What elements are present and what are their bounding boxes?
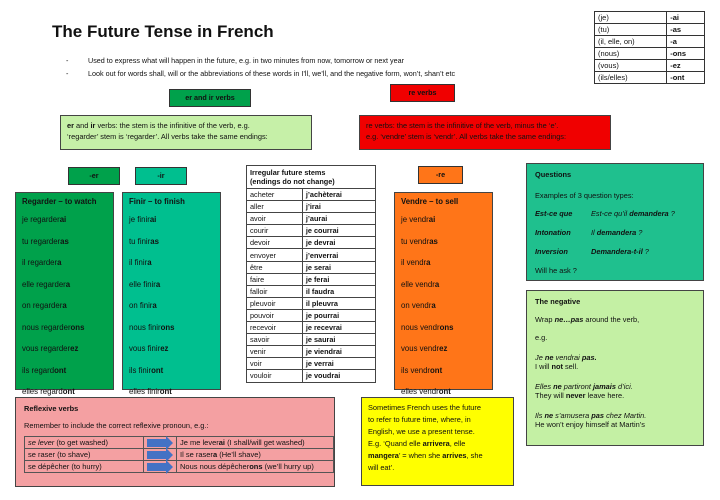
reflexive-verb-cell: [25, 461, 144, 473]
irregular-heading-line: Irregular future stems: [250, 168, 326, 177]
question-example-pre: Est-ce qu’il: [591, 209, 630, 218]
conjugation-stem: il vendr: [401, 258, 427, 267]
conjugation-stem: je vendr: [401, 215, 429, 224]
text-run: He won’t enjoy himself at Martin’s: [535, 420, 645, 429]
endings-row: [595, 12, 705, 24]
result-post: (we’ll hurry up): [262, 462, 314, 471]
question-example-post: ?: [642, 247, 649, 256]
text-run: pas: [591, 411, 605, 420]
conjugation-ending: a: [426, 258, 431, 267]
reflexive-result-cell: [177, 449, 334, 461]
reflexive-heading: Reflexive verbs: [24, 404, 79, 413]
text-run: chez Martin.: [604, 411, 647, 420]
question-example-verb: demandera: [629, 209, 669, 218]
conjugation-row: [401, 237, 486, 259]
ending-cell: -ons: [667, 48, 705, 60]
result-ending: a: [212, 450, 218, 459]
irregular-form: je recevrai: [302, 322, 375, 334]
text-run: arrives: [442, 451, 467, 460]
desc-line: ‘regarder’ stem is ‘regarder’. All verbs take the same endings:: [67, 132, 268, 141]
conjugation-stem: ils finir: [129, 365, 152, 375]
irregular-row: [247, 261, 375, 273]
question-type-row: [535, 209, 695, 218]
reflexive-result-cell: [177, 437, 334, 449]
irregular-form: je verrai: [302, 358, 375, 370]
conjugation-ending: a: [57, 258, 62, 267]
conjugation-stem: elle regarder: [22, 279, 66, 289]
irregular-verb: recevoir: [247, 322, 302, 334]
irregular-row: [247, 346, 375, 358]
conjugation-row: [22, 301, 107, 323]
text-run: arrivera: [422, 439, 450, 448]
tab-er: -er: [68, 167, 120, 185]
bullet-1: [66, 56, 404, 65]
note-line: [368, 402, 507, 414]
text-run: Elles: [535, 382, 554, 391]
conjugation-ending: as: [60, 236, 69, 246]
negative-french: [535, 382, 695, 391]
text-run: sell.: [562, 362, 579, 371]
reflexive-panel: [15, 397, 335, 487]
arrow-cell: [144, 461, 177, 473]
arrow-cell: [144, 437, 177, 449]
text-run: E.g. ‘Quand elle: [368, 439, 423, 448]
conjugation-row: [401, 258, 486, 280]
conjugation-row: [22, 215, 107, 237]
irregular-verb: voir: [247, 358, 302, 370]
pronoun-cell: (je): [595, 12, 667, 24]
question-example-verb: demandera: [596, 228, 637, 237]
re-description: [359, 115, 611, 150]
text-run: ’ = when she: [398, 451, 443, 460]
conjugation-ending: ons: [70, 322, 85, 332]
conjugation-stem: il regarder: [22, 258, 58, 267]
conjugation-row: [129, 323, 214, 345]
finir-column: [122, 192, 221, 396]
conjugation-row: [401, 301, 486, 323]
irregular-row: [247, 370, 375, 382]
irregular-verb: venir: [247, 346, 302, 358]
conjugation-row: [22, 323, 107, 345]
arrow-right-icon: [147, 463, 167, 471]
irregular-row: [247, 334, 375, 346]
text-run: Sometimes French uses the future: [368, 403, 481, 412]
irregular-row: [247, 237, 375, 249]
conjugation-stem: elles vendr: [401, 387, 439, 396]
conjugation-stem: tu finir: [129, 236, 151, 246]
reflexive-table: [24, 436, 334, 473]
question-type-row: [535, 247, 695, 256]
negative-english: [535, 362, 695, 371]
questions-intro: Examples of 3 question types:: [535, 191, 634, 200]
desc-line: re verbs: the stem is the infinitive of the verb, minus the ‘e’.: [366, 121, 559, 130]
conjugation-stem: nous regarder: [22, 322, 71, 332]
column-heading: Regarder – to watch: [22, 197, 97, 206]
bullet-dash: -: [66, 69, 69, 78]
ending-cell: -ez: [667, 60, 705, 72]
irregular-verb: pouvoir: [247, 309, 302, 321]
desc-bold-ir: ir: [90, 121, 96, 130]
irregular-verb: falloir: [247, 285, 302, 297]
arrow-cell: [144, 449, 177, 461]
endings-row: [595, 48, 705, 60]
arrow-right-icon: [147, 439, 167, 447]
er-ir-verbs-label: er and ir verbs: [169, 89, 251, 107]
negative-panel: [526, 290, 704, 446]
negative-eg: e.g.: [535, 333, 548, 342]
reflexive-verb: se lever: [28, 438, 55, 447]
endings-row: [595, 72, 705, 84]
text-run: mangera: [368, 451, 399, 460]
conjugation-stem: vous vendr: [401, 344, 440, 353]
irregular-verb: courir: [247, 225, 302, 237]
text-run: s’amusera: [553, 411, 592, 420]
wrap-bold: ne…pas: [554, 315, 584, 324]
irregular-row: [247, 273, 375, 285]
irregular-stems-table: [246, 165, 376, 383]
pronoun-cell: (ils/elles): [595, 72, 667, 84]
conjugation-ending: a: [65, 279, 71, 289]
result-ending: ai: [218, 438, 226, 447]
conjugation-row: [22, 366, 107, 388]
bullet-2: [66, 69, 455, 78]
conjugation-row: [129, 258, 214, 280]
text-run: I will: [535, 362, 552, 371]
page-title: The Future Tense in French: [52, 22, 274, 41]
irregular-row: [247, 285, 375, 297]
note-line: [368, 426, 507, 438]
desc-line: er and ir verbs: the stem is the infinitive of the verb, e.g.: [67, 121, 250, 130]
irregular-form: je saurai: [302, 334, 375, 346]
irregular-form: je voudrai: [302, 370, 375, 382]
negative-heading: The negative: [535, 297, 581, 306]
arrow-right-icon: [147, 451, 167, 459]
conjugation-ending: ai: [149, 215, 157, 224]
irregular-verb: avoir: [247, 213, 302, 225]
text-run: They will: [535, 391, 566, 400]
text-run: never: [565, 391, 586, 400]
conjugation-stem: tu regarder: [22, 236, 61, 246]
irregular-row: [247, 225, 375, 237]
conjugation-stem: on finir: [129, 301, 153, 310]
conjugation-row: [129, 215, 214, 237]
desc-text: verbs: the stem is the infinitive of the verb, e.g.: [95, 121, 250, 130]
conjugation-ending: ai: [59, 215, 67, 224]
tab-re: -re: [418, 166, 463, 184]
conjugation-ending: a: [431, 301, 436, 310]
conjugation-ending: ont: [54, 365, 67, 375]
conjugation-stem: on regarder: [22, 301, 63, 310]
conjugation-row: [22, 237, 107, 259]
pronoun-cell: (nous): [595, 48, 667, 60]
reflexive-row: [25, 437, 334, 449]
conjugation-ending: ons: [439, 322, 454, 332]
text-run: English, we use a present tense.: [368, 427, 475, 436]
conjugation-stem: on vendr: [401, 301, 432, 310]
pronoun-cell: (vous): [595, 60, 667, 72]
conjugation-ending: ai: [428, 215, 436, 224]
endings-row: [595, 60, 705, 72]
text-run: vendrai: [553, 353, 582, 362]
text-run: Je: [535, 353, 545, 362]
ending-cell: -ont: [667, 72, 705, 84]
text-run: , elle: [449, 439, 466, 448]
questions-heading: Questions: [535, 170, 572, 179]
note-line: [368, 462, 507, 474]
irregular-form: il pleuvra: [302, 297, 375, 309]
ending-cell: -a: [667, 36, 705, 48]
pronoun-cell: (il, elle, on): [595, 36, 667, 48]
conjugation-row: [129, 280, 214, 302]
irregular-verb: savoir: [247, 334, 302, 346]
conjugation-stem: elles regard: [22, 387, 63, 396]
irregular-row: [247, 297, 375, 309]
questions-panel: [526, 163, 704, 281]
column-heading: Finir – to finish: [129, 197, 185, 206]
text-run: will eat’.: [368, 463, 395, 472]
bullet-dash: -: [66, 56, 69, 65]
conjugation-stem: tu vendr: [401, 236, 430, 246]
result-pre: Il se raser: [180, 450, 213, 459]
text-run: ne: [544, 353, 554, 362]
conjugation-ending: ont: [62, 387, 75, 396]
irregular-form: je serai: [302, 261, 375, 273]
conjugation-stem: il finir: [129, 258, 148, 267]
conjugation-stem: elles finir: [129, 387, 160, 396]
conjugation-stem: vous regarder: [22, 344, 71, 353]
irregular-form: il faudra: [302, 285, 375, 297]
text-run: not: [551, 362, 563, 371]
question-type-row: [535, 228, 695, 237]
question-example-verb: Demandera-t-il: [591, 247, 643, 256]
conjugation-ending: ont: [159, 387, 172, 396]
text-run: ne: [553, 382, 562, 391]
question-example-pre: Il: [591, 228, 597, 237]
tab-ir: -ir: [135, 167, 187, 185]
present-future-note: [361, 397, 514, 486]
conjugation-stem: nous vendr: [401, 322, 440, 332]
irregular-row: [247, 249, 375, 261]
reflexive-gloss: (to shave): [55, 450, 91, 459]
conjugation-row: [129, 301, 214, 323]
desc-line: e.g. ‘vendre’ stem is ‘vendr’. All verbs take the same endings:: [366, 132, 567, 141]
text-run: leave here.: [585, 391, 625, 400]
endings-row: [595, 36, 705, 48]
conjugation-row: [401, 215, 486, 237]
conjugation-ending: ez: [439, 344, 448, 353]
conjugation-row: [129, 344, 214, 366]
irregular-heading: [247, 166, 375, 188]
conjugation-row: [22, 280, 107, 302]
irregular-heading-line: (endings do not change): [250, 177, 335, 186]
conjugation-ending: ont: [438, 387, 451, 396]
irregular-verb: devoir: [247, 237, 302, 249]
conjugation-stem: elle vendr: [401, 279, 435, 289]
reflexive-row: [25, 461, 334, 473]
conjugation-ending: ez: [70, 344, 79, 353]
negative-english: [535, 420, 695, 429]
conjugation-row: [401, 280, 486, 302]
irregular-verb: envoyer: [247, 249, 302, 261]
irregular-form: je viendrai: [302, 346, 375, 358]
text-run: to refer to future time, where, in: [368, 415, 471, 424]
irregular-verb: acheter: [247, 189, 302, 201]
reflexive-result-cell: [177, 461, 334, 473]
question-type: Est-ce que: [535, 209, 573, 218]
conjugation-stem: elle finir: [129, 279, 156, 289]
result-ending: ons: [249, 462, 263, 471]
text-run: , she: [466, 451, 483, 460]
will-he-ask: Will he ask ?: [535, 266, 577, 275]
text-run: partiront: [561, 382, 593, 391]
irregular-form: j’achèterai: [302, 189, 375, 201]
text-run: jamais: [592, 382, 616, 391]
conjugation-row: [129, 366, 214, 388]
text-run: d’ici.: [615, 382, 633, 391]
conjugation-ending: ont: [151, 365, 164, 375]
reflexive-verb: se raser: [28, 450, 56, 459]
conjugation-row: [401, 323, 486, 345]
re-verbs-label: re verbs: [390, 84, 455, 102]
irregular-verb: vouloir: [247, 370, 302, 382]
irregular-form: je courrai: [302, 225, 375, 237]
text-run: ne: [544, 411, 554, 420]
reflexive-gloss: (to hurry): [69, 462, 102, 471]
conjugation-stem: vous finir: [129, 344, 161, 353]
irregular-form: j’irai: [302, 201, 375, 213]
conjugation-row: [401, 344, 486, 366]
bullet-text: Used to express what will happen in the future, e.g. in two minutes from now, tomorrow or next year: [88, 56, 405, 65]
conjugation-stem: je finir: [129, 215, 150, 224]
irregular-form: je devrai: [302, 237, 375, 249]
question-example-post: ?: [636, 228, 643, 237]
regarder-column: [15, 192, 114, 396]
irregular-form: je ferai: [302, 273, 375, 285]
conjugation-row: [22, 344, 107, 366]
negative-french: [535, 411, 695, 420]
note-line: [368, 414, 507, 426]
vendre-column: [394, 192, 493, 396]
conjugation-ending: a: [152, 301, 157, 310]
conjugation-row: [22, 258, 107, 280]
reflexive-verb: se dépêcher: [28, 462, 70, 471]
irregular-form: j’enverrai: [302, 249, 375, 261]
question-type: Inversion: [535, 247, 568, 256]
reflexive-gloss: (to get washed): [54, 438, 109, 447]
irregular-verb: pleuvoir: [247, 297, 302, 309]
irregular-row: [247, 201, 375, 213]
conjugation-stem: ils regard: [22, 365, 55, 375]
bullet-text: Look out for words shall, will or the abbreviations of these words in I’ll, we’ll, and the negative form, won’t, shan’t etc: [88, 69, 456, 78]
text-run: pas.: [581, 353, 597, 362]
reflexive-verb-cell: [25, 437, 144, 449]
negative-french: [535, 353, 695, 362]
negative-wrap: [535, 315, 695, 324]
irregular-row: [247, 309, 375, 321]
desc-bold-er: er: [67, 121, 74, 130]
conjugation-ending: as: [150, 236, 159, 246]
question-example-post: ?: [668, 209, 675, 218]
conjugation-ending: ons: [160, 322, 175, 332]
conjugation-ending: as: [429, 236, 438, 246]
negative-english: [535, 391, 695, 400]
reflexive-intro: Remember to include the correct reflexive pronoun, e.g.:: [24, 421, 209, 430]
conjugation-ending: a: [155, 279, 161, 289]
wrap-pre: Wrap: [535, 315, 555, 324]
irregular-verb: être: [247, 261, 302, 273]
ending-cell: -ai: [667, 12, 705, 24]
column-heading: Vendre – to sell: [401, 197, 459, 206]
conjugation-row: [401, 366, 486, 388]
conjugation-ending: a: [147, 258, 152, 267]
conjugation-stem: je regarder: [22, 215, 60, 224]
endings-table: [594, 11, 705, 84]
reflexive-verb-cell: [25, 449, 144, 461]
irregular-row: [247, 213, 375, 225]
text-run: Ils: [535, 411, 545, 420]
er-ir-description: [60, 115, 312, 150]
irregular-verb: faire: [247, 273, 302, 285]
note-line: [368, 438, 507, 450]
conjugation-ending: ont: [430, 365, 443, 375]
irregular-row: [247, 322, 375, 334]
pronoun-cell: (tu): [595, 24, 667, 36]
result-pre: Nous nous dépêcher: [180, 462, 250, 471]
conjugation-ending: a: [62, 301, 67, 310]
irregular-form: je pourrai: [302, 309, 375, 321]
conjugation-ending: a: [434, 279, 440, 289]
conjugation-row: [129, 237, 214, 259]
result-post: (He’ll shave): [217, 450, 261, 459]
reflexive-row: [25, 449, 334, 461]
conjugation-stem: ils vendr: [401, 365, 431, 375]
irregular-row: [247, 358, 375, 370]
conjugation-stem: nous finir: [129, 322, 161, 332]
result-pre: Je me lever: [180, 438, 219, 447]
wrap-post: around the verb,: [583, 315, 640, 324]
irregular-row: [247, 189, 375, 201]
conjugation-ending: ez: [160, 344, 169, 353]
note-line: [368, 450, 507, 462]
irregular-verb: aller: [247, 201, 302, 213]
endings-row: [595, 24, 705, 36]
result-post: (I shall/will get washed): [225, 438, 305, 447]
question-type: Intonation: [535, 228, 571, 237]
ending-cell: -as: [667, 24, 705, 36]
irregular-form: j’aurai: [302, 213, 375, 225]
